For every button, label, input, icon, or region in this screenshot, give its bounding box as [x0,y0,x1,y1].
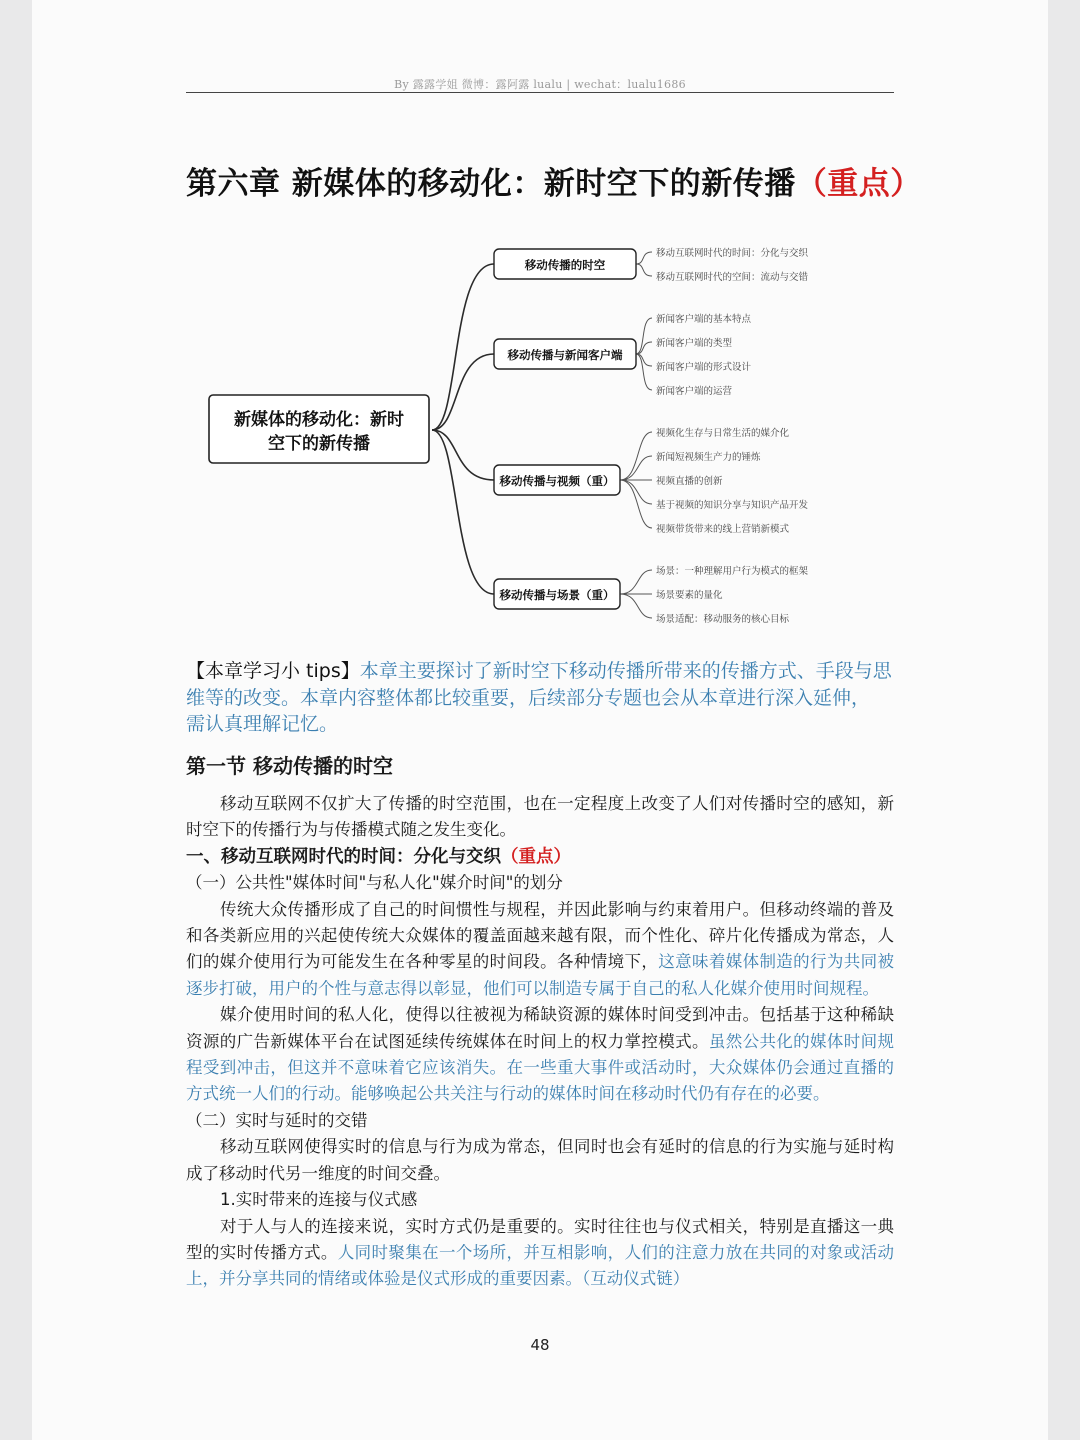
body-text [186,791,894,1293]
subsection-heading [186,844,894,870]
intro-paragraph: 移动互联网不仅扩大了传播的时空范围，也在一定程度上改变了人们对传播时空的感知，新时空下的传播行为与传播模式随之发生变化。 [186,794,894,840]
paragraph-2-text: 媒介使用时间的私人化，使得以往被视为稀缺资源的媒体时间受到冲击。包括基于这种稀缺资源的广告新媒体平台在试图延续传统媒体在时间上的权力掌控模式。 [186,1005,894,1051]
sub-heading-2: （二）实时与延时的交错 [186,1110,368,1130]
map-connector [432,430,494,594]
map-leaf: 基于视频的知识分享与知识产品开发 [656,500,809,511]
tips-label: 【本章学习小 tips】 [186,660,360,682]
map-root-text-1: 新媒体的移动化：新时 [234,410,404,430]
subsection-heading-emphasis: （重点） [501,846,571,867]
map-leaf: 场景适配：移动服务的核心目标 [656,614,790,625]
paragraph-4 [186,1214,894,1293]
map-root-text-2: 空下的新传播 [268,434,370,454]
map-connector [432,264,494,430]
map-branch-label: 移动传播与视频（重） [499,474,615,488]
subsection-heading-text: 一、移动互联网时代的时间：分化与交织 [186,846,501,867]
map-leaf: 新闻客户端的基本特点 [656,314,752,325]
paragraph-4-highlight: 人同时聚集在一个场所，并互相影响，人们的注意力放在共同的对象或活动上，并分享共同的情绪或体验是仪式形成的重要因素。（互动仪式链） [186,1242,895,1289]
paragraph-4-text: 对于人与人的连接来说，实时方式仍是重要的。实时往往也与仪式相关，特别是直播这一典型的实时传播方式。 [186,1216,894,1262]
map-leaf: 场景：一种理解用户行为模式的框架 [656,566,809,577]
study-tips [186,658,894,738]
map-leaf: 新闻短视频生产力的锤炼 [656,452,761,463]
map-leaf: 移动互联网时代的空间：流动与交错 [656,272,809,283]
map-branch-label: 移动传播与新闻客户端 [507,348,623,362]
sub-heading-3: 1.实时带来的连接与仪式感 [220,1190,418,1210]
map-leaf: 视频带货带来的线上营销新模式 [656,524,790,535]
sub-heading-1: （一）公共性"媒体时间"与私人化"媒介时间"的划分 [186,873,563,893]
map-connector [432,354,494,430]
map-leaf: 新闻客户端的运营 [656,386,733,397]
map-leaf: 新闻客户端的类型 [656,338,733,349]
map-leaf: 新闻客户端的形式设计 [656,362,752,373]
chapter-title-main: 第六章 新媒体的移动化：新时空下的新传播 [186,166,796,202]
map-leaf: 视频直播的创新 [656,476,723,487]
map-leaf: 移动互联网时代的时间：分化与交织 [656,248,809,259]
paragraph-1-text: 传统大众传播形成了自己的时间惯性与规程，并因此影响与约束着用户。但移动终端的普及和各类新应用的兴起使传统大众媒体的覆盖面越来越有限，而个性化、碎片化传播成为常态，人们的媒介使用行为可能发生在各种零星的时间段。各种情境下， [186,899,894,972]
running-header: By 露露学姐 微博：露阿露 lualu | wechat：lualu1686 [394,78,686,91]
map-leaf: 场景要素的量化 [656,590,723,601]
chapter-title-emphasis: （重点） [795,166,922,202]
map-branch-label: 移动传播的时空 [524,258,606,272]
paragraph-1 [186,897,894,1003]
tips-text: 本章主要探讨了新时空下移动传播所带来的传播方式、手段与思维等的改变。本章内容整体都比较重要，后续部分专题也会从本章进行深入延伸， 需认真理解记忆。 [186,660,892,735]
paragraph-1-highlight: 这意味着媒体制造的行为共同被逐步打破，用户的个性与意志得以彰显，他们可以制造专属于自己的私人化媒介使用时间规程。 [186,952,895,998]
mind-map [0,0,1080,650]
paragraph-2-highlight: 虽然公共化的媒体时间规程受到冲击，但这并不意味着它应该消失。在一些重大事件或活动时，大众媒体仍会通过直播的方式统一人们的行动。能够唤起公共关注与行动的媒体时间在移动时代仍有存在的必要。 [186,1031,895,1104]
map-leaf: 视频化生存与日常生活的媒介化 [656,428,790,439]
map-branch-label: 移动传播与场景（重） [499,588,615,602]
paragraph-3: 移动互联网使得实时的信息与行为成为常态，但同时也会有延时的信息的行为实施与延时构成了移动时代另一维度的时间交叠。 [186,1137,894,1183]
section-heading: 第一节 移动传播的时空 [186,754,393,778]
page-number: 48 [530,1336,550,1354]
paragraph-2 [186,1002,894,1108]
